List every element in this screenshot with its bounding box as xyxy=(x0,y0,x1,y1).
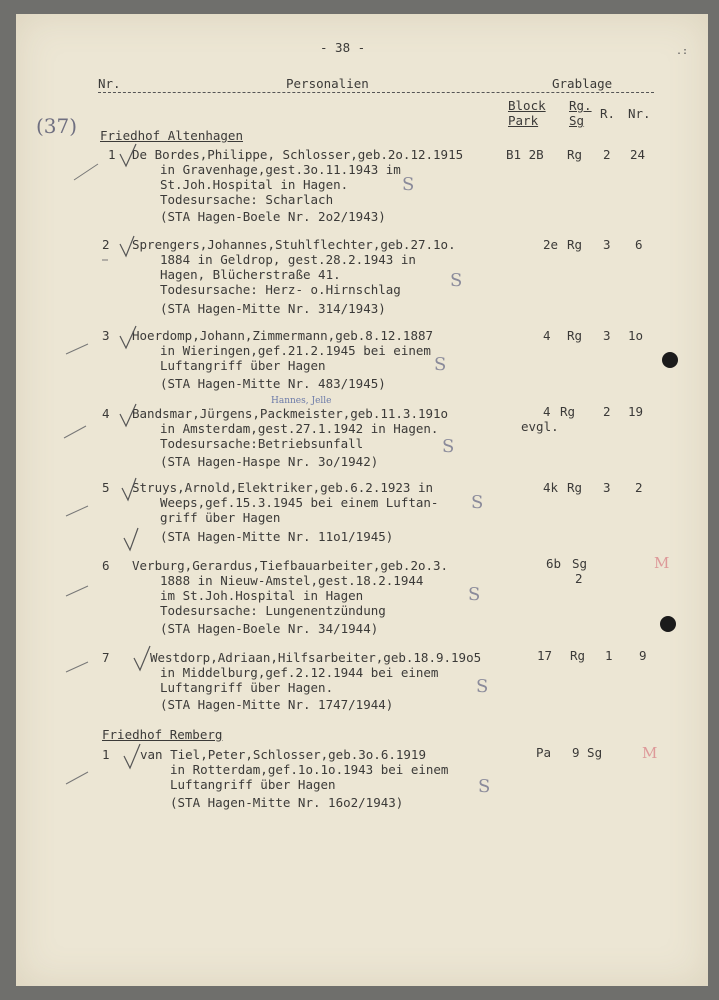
entry-rg: Rg xyxy=(567,480,583,495)
entry-ref: (STA Hagen-Boele Nr. 34/1944) xyxy=(160,621,379,636)
entry-line: in Gravenhage,gest.3o.11.1943 im xyxy=(160,162,401,177)
margin-dashes xyxy=(64,164,108,784)
entry-block2: evgl. xyxy=(521,419,559,434)
entry-line: Bandsmar,Jürgens,Packmeister,geb.11.3.191o xyxy=(132,406,449,421)
header-grab-nr: Nr. xyxy=(628,106,651,121)
header-grablage: Grablage xyxy=(552,76,613,91)
entry-line: in Wieringen,gef.21.2.1945 bei einem xyxy=(160,343,431,358)
entry-line: Todesursache: Scharlach xyxy=(160,192,334,207)
header-block-park: Block Park xyxy=(508,98,546,128)
handwritten-s: S xyxy=(402,174,415,195)
section-title: Friedhof Altenhagen xyxy=(100,128,243,143)
entry-grab-nr: 9 xyxy=(639,648,647,663)
entry-ref: (STA Hagen-Mitte Nr. 483/1945) xyxy=(160,376,386,391)
handwritten-annotation: Hannes, Jelle xyxy=(271,396,332,406)
entry-rg: Sg xyxy=(572,556,588,571)
margin-note: (37) xyxy=(36,114,78,138)
entry-block: 2e xyxy=(543,237,559,252)
entry-r: 1 xyxy=(605,648,613,663)
entry-line: Todesursache:Betriebsunfall xyxy=(160,436,364,451)
entry-line: Todesursache: Lungenentzündung xyxy=(160,603,386,618)
entry-line: De Bordes,Philippe, Schlosser,geb.2o.12.1915 xyxy=(132,147,464,162)
handwritten-s: S xyxy=(468,584,481,605)
entry-line: in Rotterdam,gef.1o.1o.1943 bei einem xyxy=(170,762,449,777)
entry-line: Todesursache: Herz- o.Hirnschlag xyxy=(160,282,401,297)
handwritten-s: S xyxy=(471,492,484,513)
header-rg-sg: Rg. Sg xyxy=(569,98,592,128)
entry-line: Luftangriff über Hagen. xyxy=(160,680,334,695)
entry-r: 3 xyxy=(603,480,611,495)
entry-line: Hoerdomp,Johann,Zimmermann,geb.8.12.1887 xyxy=(132,328,434,343)
entry-rg: Rg xyxy=(567,328,583,343)
entry-line: Luftangriff über Hagen xyxy=(170,777,336,792)
entry-line: Westdorp,Adriaan,Hilfsarbeiter,geb.18.9.19o5 xyxy=(150,650,482,665)
handwritten-s: S xyxy=(450,270,463,291)
entry-nr: 2 xyxy=(102,237,110,252)
check-mark-icon xyxy=(124,744,140,768)
entry-line: Weeps,gef.15.3.1945 bei einem Luftan- xyxy=(160,495,439,510)
entry-ref: (STA Hagen-Boele Nr. 2o2/1943) xyxy=(160,209,386,224)
entry-rg: Rg xyxy=(560,404,576,419)
entry-nr: 3 xyxy=(102,328,110,343)
entry-line: im St.Joh.Hospital in Hagen xyxy=(160,588,364,603)
entry-nr: 1 xyxy=(102,747,110,762)
entry-grab-nr: 24 xyxy=(630,147,646,162)
handwritten-s: S xyxy=(478,776,491,797)
entry-r: 2 xyxy=(575,571,583,586)
entry-ref: (STA Hagen-Mitte Nr. 16o2/1943) xyxy=(170,795,404,810)
entry-line: griff über Hagen xyxy=(160,510,281,525)
check-mark-icon xyxy=(124,528,138,550)
entry-ref: (STA Hagen-Mitte Nr. 1747/1944) xyxy=(160,697,394,712)
entry-nr: 4 xyxy=(102,406,110,421)
header-rule xyxy=(98,92,654,93)
entry-rg: Rg xyxy=(567,147,583,162)
header-personalien: Personalien xyxy=(286,76,369,91)
handwritten-s: S xyxy=(476,676,489,697)
entry-line: in Amsterdam,gest.27.1.1942 in Hagen. xyxy=(160,421,439,436)
entry-grab-nr: 6 xyxy=(635,237,643,252)
entry-nr: 1 xyxy=(108,147,116,162)
punch-hole xyxy=(662,352,678,368)
red-mark: M xyxy=(642,744,658,762)
handwritten-s: S xyxy=(434,354,447,375)
entry-grab-nr: 2 xyxy=(635,480,643,495)
entry-block: 4 xyxy=(543,328,551,343)
entry-line: Struys,Arnold,Elektriker,geb.6.2.1923 in xyxy=(132,480,434,495)
entry-block: 4k xyxy=(543,480,559,495)
header-nr: Nr. xyxy=(98,76,121,91)
entry-block: 6b xyxy=(546,556,562,571)
entry-rg: Rg xyxy=(570,648,586,663)
entry-block: B1 2B xyxy=(506,147,544,162)
entry-block: Pa xyxy=(536,745,552,760)
entry-nr: 6 xyxy=(102,558,110,573)
entry-line: Sprengers,Johannes,Stuhlflechter,geb.27.1o. xyxy=(132,237,456,252)
entry-grab-nr: 1o xyxy=(628,328,644,343)
red-mark: M xyxy=(654,554,670,572)
section-title: Friedhof Remberg xyxy=(102,727,223,742)
entry-line: in Middelburg,gef.2.12.1944 bei einem xyxy=(160,665,439,680)
entry-ref: (STA Hagen-Haspe Nr. 3o/1942) xyxy=(160,454,379,469)
entry-r: 2 xyxy=(603,147,611,162)
entry-r: 2 xyxy=(603,404,611,419)
entry-line: Luftangriff über Hagen xyxy=(160,358,326,373)
entry-rg: 9 Sg xyxy=(572,745,603,760)
entry-block: 17 xyxy=(537,648,553,663)
entry-grab-nr: 19 xyxy=(628,404,644,419)
entry-ref: (STA Hagen-Mitte Nr. 11o1/1945) xyxy=(160,529,394,544)
page-number: - 38 - xyxy=(320,40,366,55)
entry-line: Hagen, Blücherstraße 41. xyxy=(160,267,341,282)
entry-nr: 5 xyxy=(102,480,110,495)
entry-block: 4 xyxy=(543,404,551,419)
entry-line: van Tiel,Peter,Schlosser,geb.3o.6.1919 xyxy=(140,747,426,762)
entry-nr: 7 xyxy=(102,650,110,665)
corner-mark: .: xyxy=(676,46,689,57)
entry-line: St.Joh.Hospital in Hagen. xyxy=(160,177,349,192)
entry-line: 1888 in Nieuw-Amstel,gest.18.2.1944 xyxy=(160,573,424,588)
punch-hole xyxy=(660,616,676,632)
handwritten-s: S xyxy=(442,436,455,457)
entry-line: 1884 in Geldrop, gest.28.2.1943 in xyxy=(160,252,416,267)
entry-rg: Rg xyxy=(567,237,583,252)
entry-ref: (STA Hagen-Mitte Nr. 314/1943) xyxy=(160,301,386,316)
header-r: R. xyxy=(600,106,616,121)
check-mark-icon xyxy=(134,646,150,670)
entry-line: Verburg,Gerardus,Tiefbauarbeiter,geb.2o.3. xyxy=(132,558,449,573)
entry-r: 3 xyxy=(603,328,611,343)
document-page xyxy=(16,14,708,986)
entry-r: 3 xyxy=(603,237,611,252)
